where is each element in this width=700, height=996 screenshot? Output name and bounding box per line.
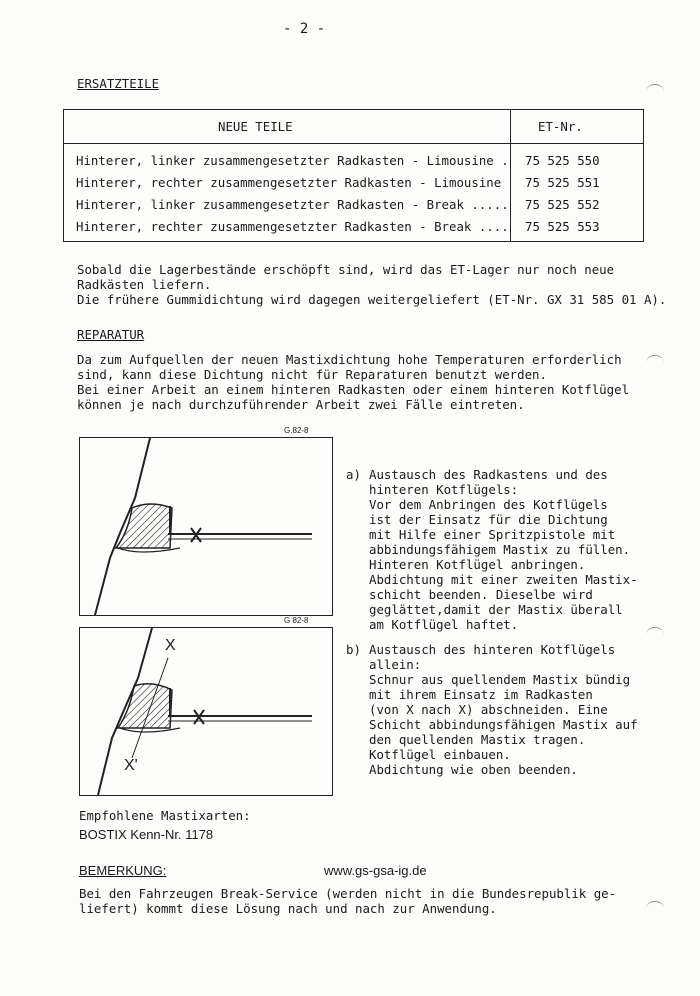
case-b-line: Kotflügel einbauen. [369, 747, 511, 762]
parts-table [63, 109, 644, 242]
figure-1 [79, 437, 333, 616]
mastix-value: BOSTIX Kenn-Nr. 1178 [79, 827, 214, 842]
figure-2-label: G 82-8 [284, 616, 309, 625]
table-row-desc: Hinterer, linker zusammengesetzter Radkasten - Limousine . [76, 153, 509, 168]
case-a-line: Austausch des Radkastens und des [369, 467, 608, 482]
case-a-line: Vor dem Anbringen des Kotflügels [369, 497, 608, 512]
table-row-num: 75 525 552 [525, 197, 600, 212]
table-column-divider [510, 110, 511, 241]
mastix-heading: Empfohlene Mastixarten: [79, 808, 251, 823]
ersatzteile-heading: ERSATZTEILE [77, 76, 160, 91]
case-a-marker: a) [346, 467, 361, 482]
margin-mark [646, 627, 664, 642]
case-a-line: abbindungsfähigem Mastix zu füllen. [369, 542, 631, 557]
table-header-desc: NEUE TEILE [218, 119, 293, 134]
table-row-num: 75 525 550 [525, 153, 600, 168]
case-b-line: Austausch des hinteren Kotflügels [369, 642, 616, 657]
reparatur-heading: REPARATUR [77, 327, 145, 342]
case-a-line: Hinteren Kotflügel anbringen. [369, 557, 586, 572]
margin-mark [646, 901, 664, 916]
figure-2-mark-top: X [165, 637, 176, 654]
case-a-line: am Kotflügel haftet. [369, 617, 519, 632]
case-a-line: geglättet,damit der Mastix überall [369, 602, 623, 617]
figure-2 [79, 627, 333, 796]
case-a-line: schicht beenden. Dieselbe wird [369, 587, 593, 602]
bemerkung-heading: BEMERKUNG: [79, 863, 167, 878]
margin-mark [646, 355, 664, 370]
seal-diagram-2 [80, 628, 332, 795]
table-row-num: 75 525 553 [525, 219, 600, 234]
case-b-line: Abdichtung wie oben beenden. [369, 762, 578, 777]
reparatur-text-line: können je nach durchzuführender Arbeit zwei Fälle eintreten. [77, 397, 525, 412]
case-a-line: mit Hilfe einer Spritzpistole mit [369, 527, 616, 542]
watermark-url: www.gs-gsa-ig.de [324, 863, 427, 878]
case-b-line: Schicht abbindungsfähigen Mastix auf [369, 717, 638, 732]
stock-note-line: Die frühere Gummidichtung wird dagegen weitergeliefert (ET-Nr. GX 31 585 01 A). [77, 292, 667, 307]
stock-note-line: Sobald die Lagerbestände erschöpft sind, wird das ET-Lager nur noch neue [77, 262, 615, 277]
stock-note-line: Radkästen liefern. [77, 277, 212, 292]
bemerkung-text-line: Bei den Fahrzeugen Break-Service (werden nicht in die Bundesrepublik ge- [79, 886, 617, 901]
case-a-line: Abdichtung mit einer zweiten Mastix- [369, 572, 638, 587]
case-a-line: ist der Einsatz für die Dichtung [369, 512, 608, 527]
figure-2-mark-bottom: X' [124, 757, 138, 774]
table-header-num: ET-Nr. [538, 119, 583, 134]
case-a-line: hinteren Kotflügels: [369, 482, 519, 497]
case-b-marker: b) [346, 642, 361, 657]
case-b-line: mit ihrem Einsatz im Radkasten [369, 687, 593, 702]
case-b-line: (von X nach X) abschneiden. Eine [369, 702, 608, 717]
reparatur-text-line: Da zum Aufquellen der neuen Mastixdichtung hohe Temperaturen erforderlich [77, 352, 622, 367]
case-b-line: den quellenden Mastix tragen. [369, 732, 586, 747]
table-row-desc: Hinterer, rechter zusammengesetzter Radkasten - Limousine [76, 175, 502, 190]
margin-mark [646, 84, 664, 99]
case-b-line: Schnur aus quellendem Mastix bündig [369, 672, 631, 687]
page-number: - 2 - [283, 21, 326, 37]
figure-1-label: G.82-8 [284, 426, 309, 435]
table-row-desc: Hinterer, linker zusammengesetzter Radkasten - Break ..... [76, 197, 509, 212]
case-b-line: allein: [369, 657, 422, 672]
bemerkung-text-line: liefert) kommt diese Lösung nach und nach zur Anwendung. [79, 901, 497, 916]
table-row-num: 75 525 551 [525, 175, 600, 190]
reparatur-text-line: sind, kann diese Dichtung nicht für Reparaturen benutzt werden. [77, 367, 547, 382]
reparatur-text-line: Bei einer Arbeit an einem hinteren Radkasten oder einem hinteren Kotflügel [77, 382, 630, 397]
table-row-desc: Hinterer, rechter zusammengesetzter Radkasten - Break .... [76, 219, 509, 234]
table-header-divider [64, 143, 643, 144]
seal-diagram-1 [80, 438, 332, 615]
